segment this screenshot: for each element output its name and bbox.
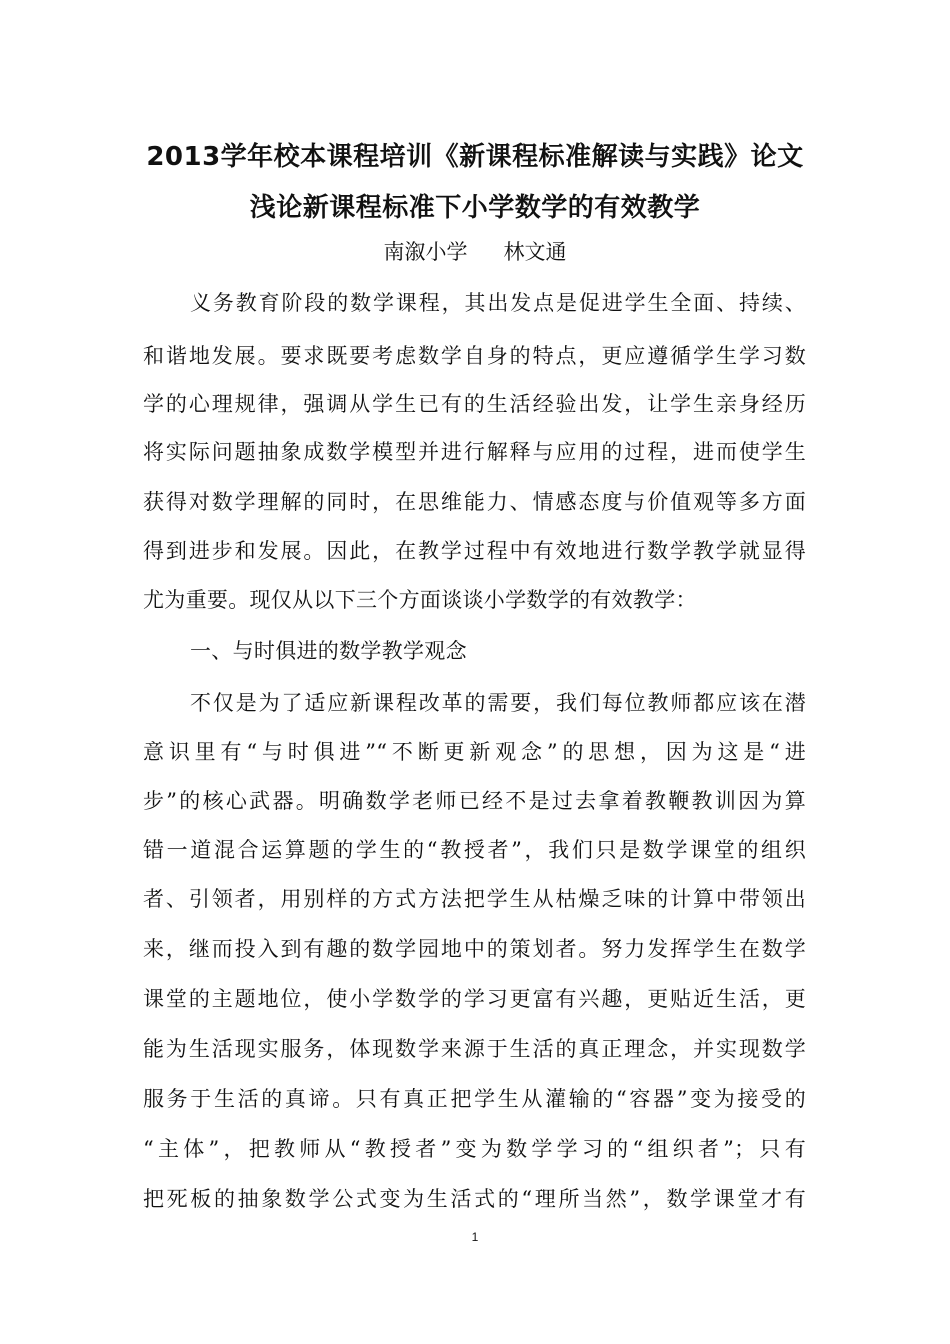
body-text-line: 能为生活现实服务，体现数学来源于生活的真正理念，并实现数学	[143, 1037, 806, 1061]
body-text-line: 课堂的主题地位，使小学数学的学习更富有兴趣，更贴近生活，更	[143, 987, 806, 1011]
body-text-line: 意识里有“与时俱进”“不断更新观念”的思想，因为这是“进	[143, 740, 806, 764]
document-subtitle: 浅论新课程标准下小学数学的有效教学	[249, 193, 701, 223]
body-text-line: 来，继而投入到有趣的数学园地中的策划者。努力发挥学生在数学	[143, 937, 806, 961]
page-number: 1	[471, 1230, 479, 1244]
body-text-line: 步”的核心武器。明确数学老师已经不是过去拿着教鞭教训因为算	[143, 789, 806, 813]
body-text-line: 和谐地发展。要求既要考虑数学自身的特点，更应遵循学生学习数	[143, 344, 806, 368]
author-name: 林文通	[503, 240, 567, 264]
body-text-line: 得到进步和发展。因此，在教学过程中有效地进行数学教学就显得	[143, 539, 806, 563]
body-text-line: 把死板的抽象数学公式变为生活式的“理所当然”，数学课堂才有	[143, 1187, 806, 1211]
body-text-line: 服务于生活的真谛。只有真正把学生从灌输的“容器”变为接受的	[143, 1087, 806, 1111]
body-text-line: 错一道混合运算题的学生的“教授者”，我们只是数学课堂的组织	[143, 838, 806, 862]
section-heading: 一、与时俱进的数学教学观念	[190, 639, 467, 663]
body-text-line: “主体”，把教师从“教授者”变为数学学习的“组织者”；只有	[143, 1137, 806, 1161]
document-title: 2013学年校本课程培训《新课程标准解读与实践》论文	[146, 142, 804, 172]
body-text-line: 学的心理规律，强调从学生已有的生活经验出发，让学生亲身经历	[143, 392, 806, 416]
body-text-line: 义务教育阶段的数学课程，其出发点是促进学生全面、持续、	[190, 291, 806, 315]
body-text-line: 获得对数学理解的同时，在思维能力、情感态度与价值观等多方面	[143, 490, 806, 514]
body-text-line: 不仅是为了适应新课程改革的需要，我们每位教师都应该在潜	[190, 691, 806, 715]
body-text-line: 者、引领者，用别样的方式方法把学生从枯燥乏味的计算中带领出	[143, 887, 806, 911]
school-name: 南溆小学	[383, 240, 468, 264]
author-byline	[0, 236, 950, 266]
body-text-line: 将实际问题抽象成数学模型并进行解释与应用的过程，进而使学生	[143, 440, 806, 464]
body-text-line: 尤为重要。现仅从以下三个方面谈谈小学数学的有效教学：	[143, 588, 697, 612]
